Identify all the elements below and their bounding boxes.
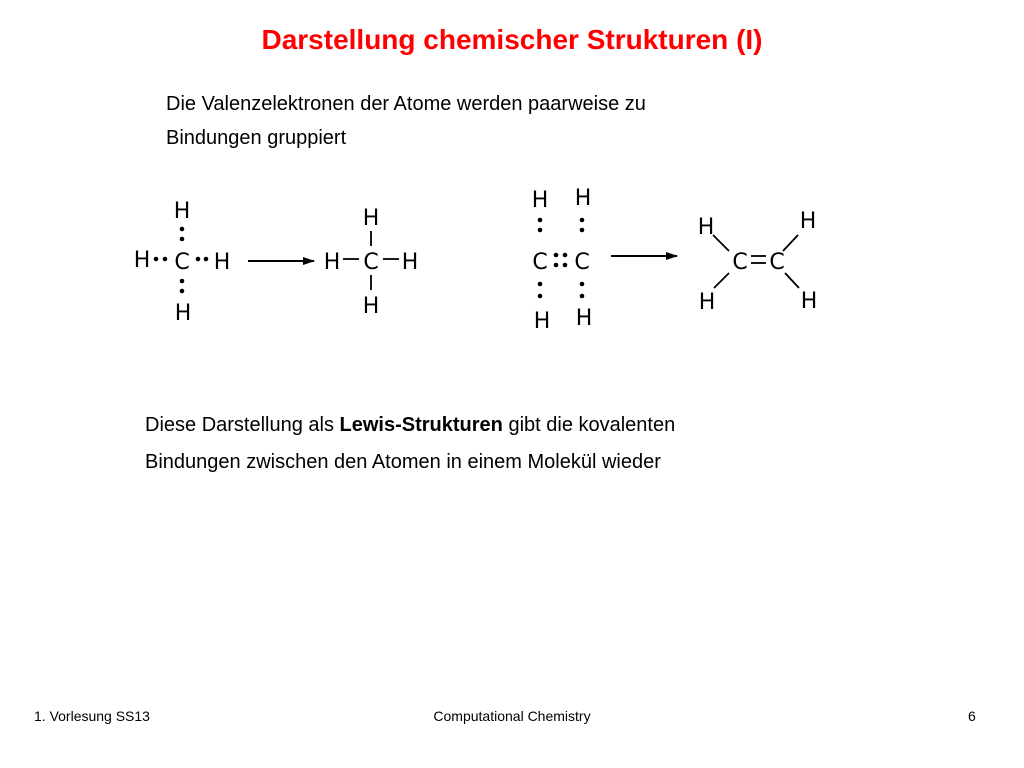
electron-dot	[163, 257, 168, 262]
ethene-dot-c-right: C	[574, 250, 590, 275]
electron-dot	[154, 257, 159, 262]
electron-dot	[563, 253, 568, 258]
ethene-line-h-top-left: H	[697, 215, 715, 240]
methane-dot-c: C	[174, 250, 190, 275]
electron-dot	[180, 289, 185, 294]
methane-line-structure	[324, 206, 419, 319]
methane-line-c: C	[363, 250, 379, 275]
note-bold-term: Lewis-Strukturen	[339, 414, 503, 436]
lewis-structure-note	[145, 407, 925, 481]
methane-line-h-left: H	[323, 250, 341, 275]
electron-dot	[538, 294, 543, 299]
methane-dot-h-bottom: H	[174, 301, 192, 326]
ethene-dot-h-top-left: H	[531, 188, 549, 213]
electron-dot	[580, 218, 585, 223]
note-text-after: gibt die kovalenten	[502, 414, 676, 436]
ethene-lewis-dot-structure	[532, 186, 593, 334]
single-bond	[785, 273, 799, 288]
electron-dot	[538, 282, 543, 287]
footer-page-number: 6	[968, 708, 976, 724]
electron-dot	[563, 263, 568, 268]
ethene-dot-h-top-right: H	[574, 186, 592, 211]
electron-dot	[180, 237, 185, 242]
ethene-dot-h-bottom-left: H	[533, 309, 551, 334]
methane-line-h-right: H	[401, 250, 419, 275]
ethene-dot-c-left: C	[532, 250, 548, 275]
electron-dot	[180, 227, 185, 232]
electron-dot	[580, 294, 585, 299]
methane-lewis-dot-structure	[134, 199, 231, 326]
ethene-line-c-right: C	[769, 250, 785, 275]
methane-line-h-top: H	[362, 206, 380, 231]
footer-lecture: 1. Vorlesung SS13	[34, 708, 150, 724]
electron-dot	[538, 228, 543, 233]
ethene-line-structure	[698, 209, 818, 315]
single-bond	[713, 235, 729, 251]
single-bond	[714, 273, 729, 288]
ethene-line-h-top-right: H	[799, 209, 817, 234]
electron-dot	[196, 257, 201, 262]
intro-line-1: Die Valenzelektronen der Atome werden paarweise zu	[166, 93, 646, 115]
electron-dot	[554, 263, 559, 268]
note-text-before: Diese Darstellung als	[145, 414, 340, 436]
methane-line-h-bottom: H	[362, 294, 380, 319]
footer-course: Computational Chemistry	[433, 708, 591, 724]
electron-dot	[580, 282, 585, 287]
electron-dot	[554, 253, 559, 258]
intro-line-2: Bindungen gruppiert	[166, 127, 347, 149]
ethene-line-h-bottom-right: H	[800, 289, 818, 314]
ethene-dot-h-bottom-right: H	[575, 306, 593, 331]
electron-dot	[538, 218, 543, 223]
methane-dot-h-right: H	[213, 250, 231, 275]
single-bond	[783, 235, 798, 251]
ethene-line-c-left: C	[732, 250, 748, 275]
electron-dot	[204, 257, 209, 262]
electron-dot	[580, 228, 585, 233]
methane-dot-h-top: H	[173, 199, 191, 224]
methane-dot-h-left: H	[133, 248, 151, 273]
electron-dot	[180, 279, 185, 284]
ethene-line-h-bottom-left: H	[698, 290, 716, 315]
note-line-1	[145, 407, 925, 444]
slide-title: Darstellung chemischer Strukturen (I)	[261, 24, 763, 55]
note-line-2: Bindungen zwischen den Atomen in einem Molekül wieder	[145, 451, 661, 473]
